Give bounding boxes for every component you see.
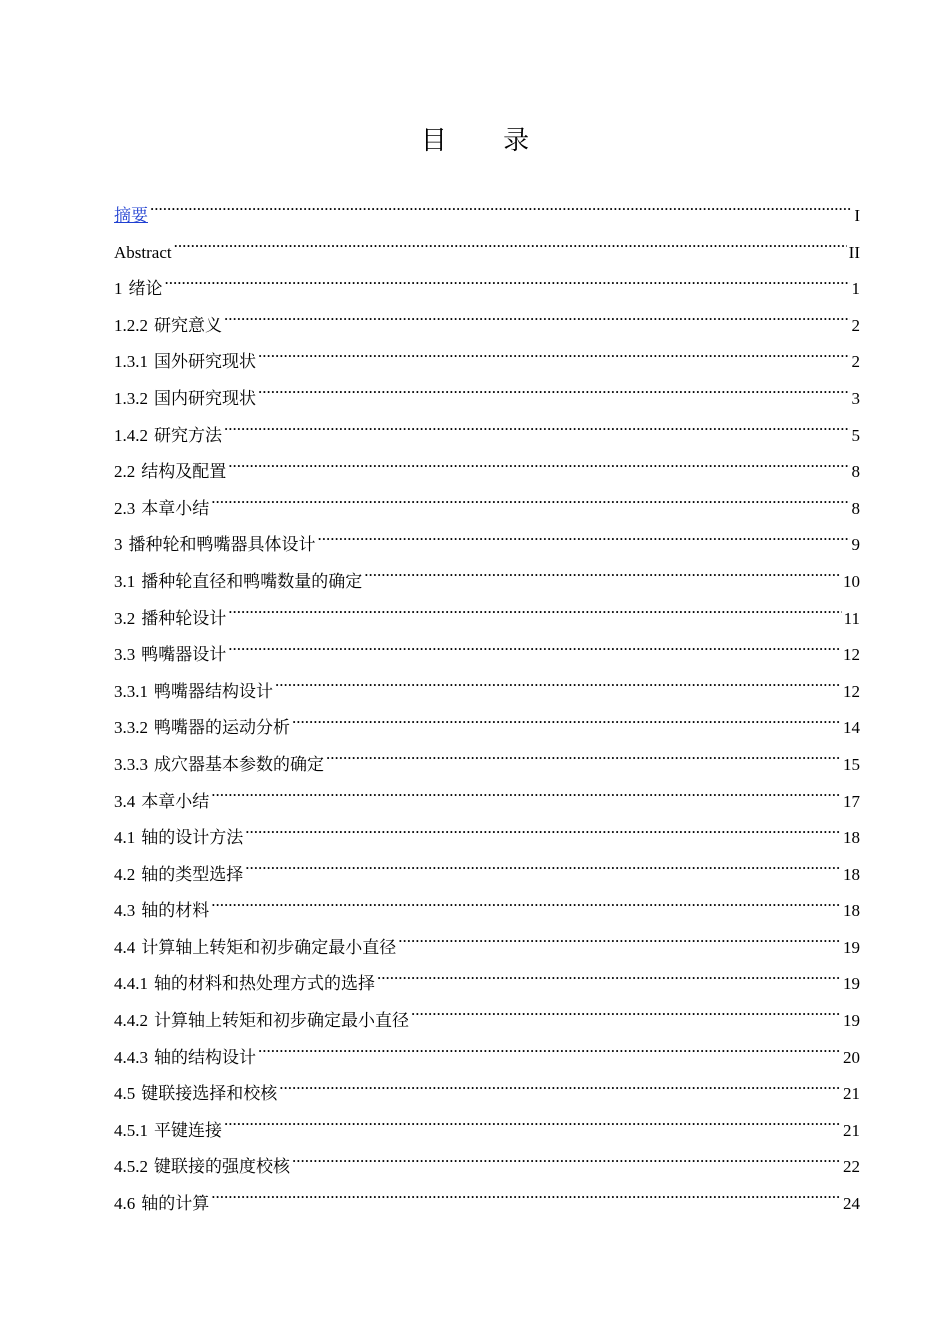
toc-entry-text: 计算轴上转矩和初步确定最小直径 bbox=[141, 937, 397, 957]
dot-leader bbox=[211, 899, 841, 916]
toc-entry[interactable] bbox=[114, 1003, 860, 1040]
dot-leader bbox=[275, 680, 841, 697]
toc-entry[interactable] bbox=[114, 454, 860, 491]
dot-leader bbox=[228, 460, 849, 477]
toc-entry-page-number: 5 bbox=[851, 425, 860, 445]
toc-entry-label[interactable] bbox=[114, 1113, 222, 1150]
toc-entry-number: 1.3.2 bbox=[114, 388, 148, 408]
toc-entry-page-number: 19 bbox=[843, 1011, 860, 1031]
dot-leader bbox=[245, 863, 841, 880]
toc-entry-text: 播种轮和鸭嘴器具体设计 bbox=[128, 535, 316, 555]
toc-entry-page-number: 12 bbox=[843, 681, 860, 701]
toc-entry[interactable] bbox=[114, 381, 860, 418]
dot-leader bbox=[318, 533, 850, 550]
toc-entry-text: 研究意义 bbox=[154, 315, 222, 335]
dot-leader bbox=[292, 716, 841, 733]
toc-entry-text: 国内研究现状 bbox=[154, 388, 256, 408]
toc-entry-page-number: 19 bbox=[843, 937, 860, 957]
dot-leader bbox=[326, 753, 841, 770]
toc-entry-text: 轴的材料和热处理方式的选择 bbox=[154, 974, 375, 994]
toc-entry[interactable] bbox=[114, 1076, 860, 1113]
toc-entry-text: 播种轮设计 bbox=[141, 608, 227, 628]
toc-entry-text: 鸭嘴器设计 bbox=[141, 645, 227, 665]
toc-entry[interactable] bbox=[114, 527, 860, 564]
toc-entry-label[interactable] bbox=[114, 381, 256, 418]
toc-entry-page-number: 14 bbox=[843, 718, 860, 738]
dot-leader bbox=[279, 1082, 841, 1099]
dot-leader bbox=[258, 387, 850, 404]
toc-entry-text: 平键连接 bbox=[154, 1120, 222, 1140]
toc-entry-number: 3 bbox=[114, 535, 123, 555]
dot-leader bbox=[228, 643, 841, 660]
toc-entry[interactable] bbox=[114, 1040, 860, 1077]
toc-entry-number: 3.4 bbox=[114, 791, 136, 811]
dot-leader bbox=[211, 1192, 841, 1209]
toc-entry-text: 轴的计算 bbox=[141, 1194, 210, 1214]
toc-entry-page-number: 19 bbox=[843, 974, 860, 994]
toc-entry-page-number: 9 bbox=[851, 535, 860, 555]
toc-entry-number: 4.5.2 bbox=[114, 1157, 148, 1177]
toc-entry-label[interactable] bbox=[114, 1149, 290, 1186]
toc-entry-page-number: 15 bbox=[843, 754, 860, 774]
toc-entry-page-number: 17 bbox=[843, 791, 860, 811]
toc-entry-page-number: 11 bbox=[843, 608, 860, 628]
toc-entry-number: 4.5.1 bbox=[114, 1120, 148, 1140]
toc-entry-label[interactable] bbox=[114, 344, 256, 381]
dot-leader bbox=[258, 1046, 841, 1063]
toc-entry[interactable] bbox=[114, 784, 860, 821]
toc-entry[interactable] bbox=[114, 966, 860, 1003]
toc-entry-number: 2.3 bbox=[114, 498, 136, 518]
toc-entry-page-number: 18 bbox=[843, 828, 860, 848]
toc-entry-label[interactable] bbox=[114, 454, 226, 491]
dot-leader bbox=[411, 1009, 841, 1026]
toc-entry-text: 轴的设计方法 bbox=[141, 828, 244, 848]
toc-entry-text: 鸭嘴器的运动分析 bbox=[154, 718, 290, 738]
toc-entry-label[interactable] bbox=[114, 601, 226, 638]
toc-entry-text: 研究方法 bbox=[154, 425, 222, 445]
toc-entry-label[interactable] bbox=[114, 308, 222, 345]
toc-entry-number: 2.2 bbox=[114, 462, 136, 482]
toc-entry[interactable] bbox=[114, 271, 860, 308]
toc-entry-text: 本章小结 bbox=[141, 791, 210, 811]
dot-leader bbox=[224, 424, 850, 441]
dot-leader bbox=[174, 241, 847, 258]
toc-entry-text: 本章小结 bbox=[141, 498, 210, 518]
toc-title: 目 录 bbox=[420, 126, 554, 156]
dot-leader bbox=[245, 826, 841, 843]
dot-leader bbox=[364, 570, 841, 587]
toc-entry-label[interactable] bbox=[114, 1076, 277, 1113]
toc-entry[interactable] bbox=[114, 1113, 860, 1150]
toc-entry-number: 1.3.1 bbox=[114, 352, 148, 372]
toc-entry-number: 4.5 bbox=[114, 1084, 136, 1104]
toc-entry-page-number: 18 bbox=[843, 864, 860, 884]
toc-entry[interactable] bbox=[114, 235, 860, 272]
dot-leader bbox=[228, 607, 841, 624]
dot-leader bbox=[165, 277, 850, 294]
toc-entry-label[interactable] bbox=[114, 491, 209, 528]
toc-entry[interactable] bbox=[114, 418, 860, 455]
toc-entry-number: 4.1 bbox=[114, 828, 136, 848]
toc-entry-number: 3.3.3 bbox=[114, 754, 148, 774]
toc-entry[interactable] bbox=[114, 198, 860, 235]
toc-entry-page-number: 8 bbox=[851, 462, 860, 482]
toc-entry-text: 成穴器基本参数的确定 bbox=[154, 754, 324, 774]
toc-entry-page-number: 18 bbox=[843, 901, 860, 921]
toc-entry-page-number: 20 bbox=[843, 1047, 860, 1067]
toc-entry-text: 绪论 bbox=[128, 279, 163, 299]
toc-entry-text: 结构及配置 bbox=[141, 462, 227, 482]
toc-entry-label[interactable] bbox=[114, 1186, 209, 1223]
dot-leader bbox=[224, 314, 850, 331]
toc-entry-label[interactable] bbox=[114, 857, 243, 894]
toc-entry-text: 轴的类型选择 bbox=[141, 864, 244, 884]
toc-entry[interactable] bbox=[114, 930, 860, 967]
toc-entry[interactable] bbox=[114, 344, 860, 381]
toc-list bbox=[114, 198, 860, 1223]
toc-entry[interactable] bbox=[114, 893, 860, 930]
toc-entry[interactable] bbox=[114, 308, 860, 345]
toc-entry-page-number: 2 bbox=[851, 315, 860, 335]
toc-entry[interactable] bbox=[114, 857, 860, 894]
toc-entry-text: 国外研究现状 bbox=[154, 352, 256, 372]
toc-entry-page-number: 21 bbox=[843, 1084, 860, 1104]
toc-entry-number: 4.2 bbox=[114, 864, 136, 884]
toc-entry-text: 键联接的强度校核 bbox=[154, 1157, 290, 1177]
toc-entry-label[interactable] bbox=[114, 674, 273, 711]
toc-entry-page-number: 2 bbox=[851, 352, 860, 372]
toc-entry-number: 1.4.2 bbox=[114, 425, 148, 445]
toc-entry-text: 播种轮直径和鸭嘴数量的确定 bbox=[141, 571, 363, 591]
toc-entry-number: 1 bbox=[114, 279, 123, 299]
toc-entry-page-number: 3 bbox=[851, 388, 860, 408]
toc-entry-link[interactable] bbox=[114, 198, 148, 235]
toc-entry-label[interactable] bbox=[114, 637, 226, 674]
toc-entry-number: 4.4.3 bbox=[114, 1047, 148, 1067]
toc-entry-number: 4.4 bbox=[114, 937, 136, 957]
toc-entry-page-number: 12 bbox=[843, 645, 860, 665]
toc-entry-number: 4.6 bbox=[114, 1194, 136, 1214]
toc-entry-page-number: 8 bbox=[851, 498, 860, 518]
toc-entry[interactable] bbox=[114, 710, 860, 747]
toc-entry-text: 摘要 bbox=[114, 206, 148, 225]
toc-entry-text: Abstract bbox=[114, 242, 172, 262]
toc-entry-page-number: 24 bbox=[843, 1194, 860, 1214]
toc-entry-number: 3.2 bbox=[114, 608, 136, 628]
toc-entry-text: 计算轴上转矩和初步确定最小直径 bbox=[154, 1011, 409, 1031]
toc-entry-label[interactable] bbox=[114, 784, 209, 821]
toc-entry-label[interactable] bbox=[114, 235, 172, 272]
toc-entry-label[interactable] bbox=[114, 564, 362, 601]
toc-entry-number: 3.3.1 bbox=[114, 681, 148, 701]
toc-entry-number: 4.3 bbox=[114, 901, 136, 921]
dot-leader bbox=[211, 790, 841, 807]
toc-entry-number: 3.3.2 bbox=[114, 718, 148, 738]
toc-entry-number: 4.4.2 bbox=[114, 1011, 148, 1031]
toc-entry[interactable] bbox=[114, 1186, 860, 1223]
toc-entry-label[interactable] bbox=[114, 418, 222, 455]
dot-leader bbox=[292, 1155, 841, 1172]
toc-entry[interactable] bbox=[114, 674, 860, 711]
toc-entry-page-number: 22 bbox=[843, 1157, 860, 1177]
toc-entry-page-number: I bbox=[854, 206, 860, 225]
toc-entry-label[interactable] bbox=[114, 747, 324, 784]
toc-entry-label[interactable] bbox=[114, 1040, 256, 1077]
toc-entry-text: 键联接选择和校核 bbox=[141, 1084, 278, 1104]
toc-entry-number: 4.4.1 bbox=[114, 974, 148, 994]
toc-entry[interactable] bbox=[114, 637, 860, 674]
toc-entry-label[interactable] bbox=[114, 966, 375, 1003]
dot-leader bbox=[224, 1119, 841, 1136]
toc-entry-label[interactable] bbox=[114, 820, 243, 857]
toc-entry-number: 3.3 bbox=[114, 645, 136, 665]
toc-entry[interactable] bbox=[114, 820, 860, 857]
toc-entry-number: 1.2.2 bbox=[114, 315, 148, 335]
dot-leader bbox=[258, 350, 850, 367]
toc-entry[interactable] bbox=[114, 564, 860, 601]
toc-entry[interactable] bbox=[114, 491, 860, 528]
dot-leader bbox=[211, 497, 849, 514]
toc-entry-page-number: 21 bbox=[843, 1120, 860, 1140]
dot-leader bbox=[377, 972, 841, 989]
toc-entry-text: 轴的结构设计 bbox=[154, 1047, 256, 1067]
toc-entry-label[interactable] bbox=[114, 527, 316, 564]
toc-entry[interactable] bbox=[114, 747, 860, 784]
toc-entry-label[interactable] bbox=[114, 271, 163, 308]
toc-entry-text: 轴的材料 bbox=[141, 901, 210, 921]
toc-entry-page-number: II bbox=[848, 242, 860, 262]
toc-entry-label[interactable] bbox=[114, 930, 396, 967]
toc-entry-label[interactable] bbox=[114, 893, 209, 930]
toc-entry-page-number: 10 bbox=[843, 571, 860, 591]
toc-entry[interactable] bbox=[114, 1149, 860, 1186]
toc-entry-page-number: 1 bbox=[851, 279, 860, 299]
dot-leader bbox=[398, 936, 841, 953]
toc-entry[interactable] bbox=[114, 601, 860, 638]
dot-leader bbox=[150, 204, 852, 221]
toc-entry-label[interactable] bbox=[114, 1003, 409, 1040]
toc-entry-number: 3.1 bbox=[114, 571, 136, 591]
toc-entry-label[interactable] bbox=[114, 710, 290, 747]
toc-entry-text: 鸭嘴器结构设计 bbox=[154, 681, 273, 701]
